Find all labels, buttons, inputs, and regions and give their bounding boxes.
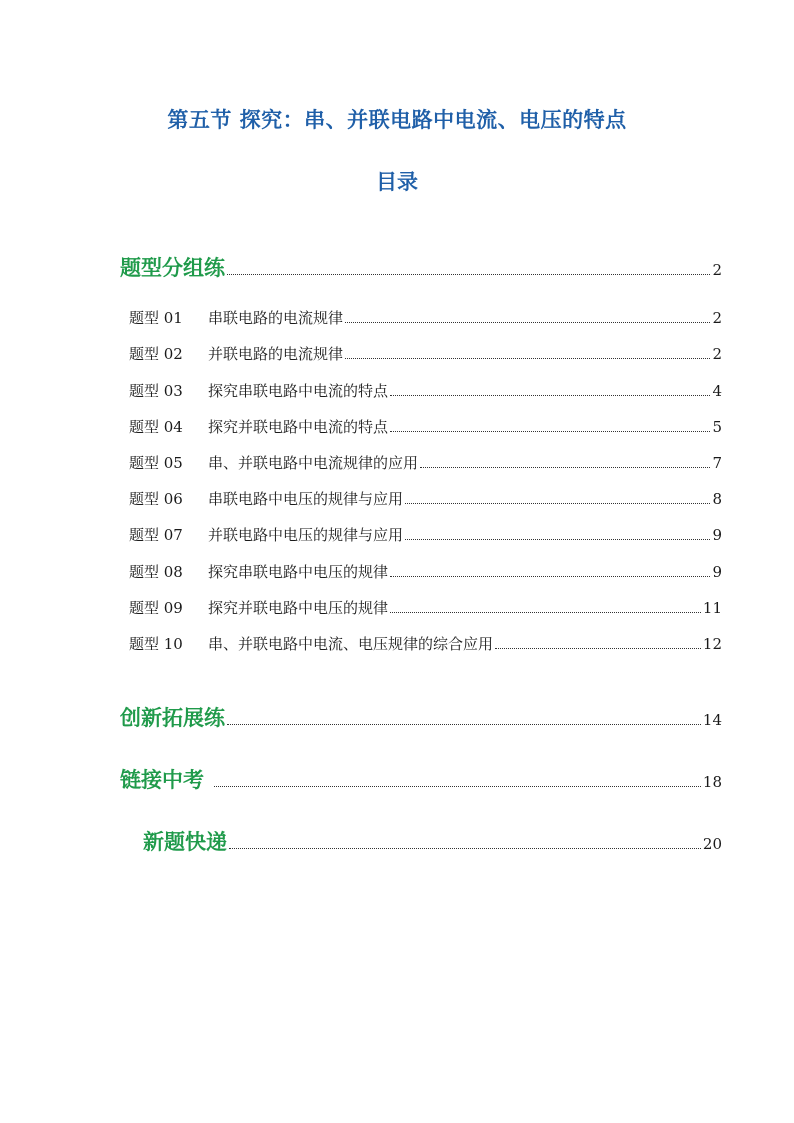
- toc-page-number: 14: [702, 711, 722, 729]
- toc-item-number: 题型 10: [129, 635, 183, 653]
- toc-item-number: 题型 01: [129, 309, 183, 327]
- toc-section-label: 新题快递: [143, 830, 227, 854]
- toc-item-number: 题型 02: [129, 345, 183, 363]
- toc-section-innovation[interactable]: [120, 702, 722, 732]
- toc-leader: [420, 467, 710, 468]
- toc-item-label: 串、并联电路中电流规律的应用: [208, 454, 419, 472]
- toc-page-number: 8: [712, 490, 722, 508]
- toc-item-label: 探究串联电路中电压的规律: [208, 563, 389, 581]
- toc-page-number: 9: [712, 563, 722, 581]
- toc-section-zhongkao[interactable]: [120, 764, 722, 794]
- toc-section-label: 链接中考: [120, 768, 204, 792]
- toc-item-06[interactable]: [129, 488, 722, 509]
- toc-section-label: 创新拓展练: [120, 706, 225, 730]
- toc-item-label: 探究并联电路中电压的规律: [208, 599, 389, 617]
- toc-item-number: 题型 04: [129, 418, 183, 436]
- toc-item-label: 探究串联电路中电流的特点: [208, 382, 389, 400]
- toc-item-04[interactable]: [129, 416, 722, 437]
- document-title: 第五节 探究：串、并联电路中电流、电压的特点: [167, 108, 627, 132]
- toc-page-number: 11: [702, 599, 722, 617]
- toc-page-number: 4: [712, 382, 722, 400]
- toc-item-number: 题型 03: [129, 382, 183, 400]
- toc-leader: [227, 274, 710, 275]
- toc-leader: [495, 648, 701, 649]
- toc-item-number: 题型 09: [129, 599, 183, 617]
- toc-item-number: 题型 08: [129, 563, 183, 581]
- toc-item-number: 题型 06: [129, 490, 183, 508]
- toc-item-10[interactable]: [129, 633, 722, 654]
- toc-page-number: 9: [712, 526, 722, 544]
- toc-leader: [229, 848, 701, 849]
- toc-item-number: 题型 07: [129, 526, 183, 544]
- toc-item-07[interactable]: [129, 524, 722, 545]
- toc-leader: [390, 395, 710, 396]
- toc-page-number: 7: [712, 454, 722, 472]
- toc-leader: [390, 576, 710, 577]
- toc-section-group-practice[interactable]: [120, 252, 722, 282]
- toc-item-08[interactable]: [129, 561, 722, 582]
- toc-page-number: 2: [712, 345, 722, 363]
- toc-item-label: 探究并联电路中电流的特点: [208, 418, 389, 436]
- toc-item-label: 串、并联电路中电流、电压规律的综合应用: [208, 635, 494, 653]
- toc-item-01[interactable]: [129, 307, 722, 328]
- toc-leader: [405, 503, 710, 504]
- toc-page-number: 18: [702, 773, 722, 791]
- toc-page-number: 2: [712, 261, 722, 279]
- toc-heading: 目录: [376, 170, 418, 194]
- toc-page-number: 5: [712, 418, 722, 436]
- toc-item-label: 串联电路的电流规律: [208, 309, 344, 327]
- toc-page-number: 2: [712, 309, 722, 327]
- toc-item-label: 并联电路的电流规律: [208, 345, 344, 363]
- toc-item-label: 并联电路中电压的规律与应用: [208, 526, 404, 544]
- toc-item-02[interactable]: [129, 343, 722, 364]
- toc-item-label: 串联电路中电压的规律与应用: [208, 490, 404, 508]
- toc-leader: [227, 724, 701, 725]
- toc-item-03[interactable]: [129, 380, 722, 401]
- toc-leader: [345, 358, 710, 359]
- toc-leader: [345, 322, 710, 323]
- toc-page-number: 20: [702, 835, 722, 853]
- toc-item-number: 题型 05: [129, 454, 183, 472]
- toc-section-label: 题型分组练: [120, 256, 225, 280]
- toc-item-05[interactable]: [129, 452, 722, 473]
- toc-item-09[interactable]: [129, 597, 722, 618]
- toc-leader: [390, 612, 701, 613]
- toc-leader: [405, 539, 710, 540]
- toc-section-new-questions[interactable]: [143, 826, 722, 856]
- toc-leader: [390, 431, 710, 432]
- toc-leader: [214, 786, 701, 787]
- toc-page-number: 12: [702, 635, 722, 653]
